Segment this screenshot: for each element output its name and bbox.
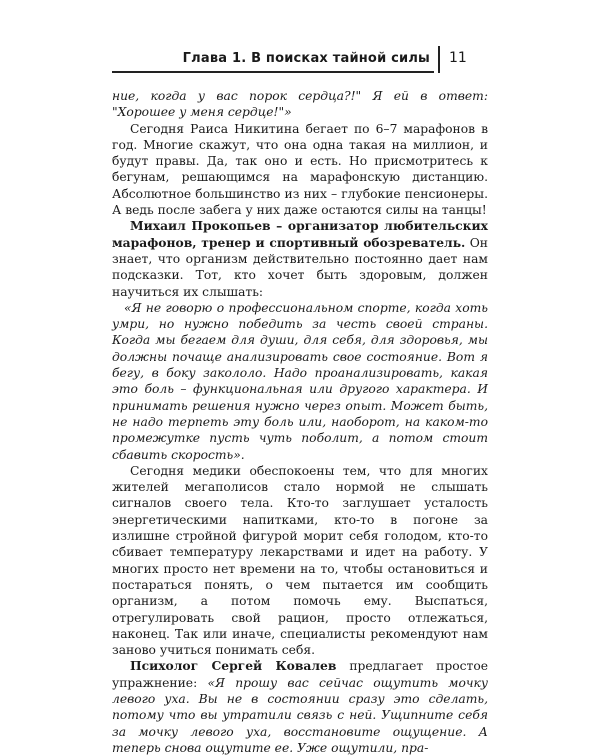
paragraph-prokopiev xyxy=(112,218,488,299)
header-rule xyxy=(112,71,434,73)
paragraph-continuation: ние, когда у вас порок сердца?!" Я ей в ответ: "Хорошее у меня сердце!"» xyxy=(112,89,488,120)
kovalev-text: предлагает простое упражнение: xyxy=(112,659,488,690)
chapter-title: Глава 1. В поисках тайной силы xyxy=(182,51,430,66)
kovalev-name: Психолог Сергей Ковалев xyxy=(130,658,337,674)
page-body xyxy=(112,88,488,756)
running-header xyxy=(112,46,492,72)
quote-prokopiev: «Я не говорю о профессиональном спорте, когда хоть умри, но нужно победить за честь своей страны. Когда мы бегаем для души, для себя, для здоровья, мы должны почаще анализировать свое состояние. Вот я бегу, в боку закололо. Надо проанализировать, какая это боль – функциональная или другого характера. И принимать решения нужно через опыт. Может быть, не надо терпеть эту боль или, наоборот, на каком-то промежутке пусть чуть поболит, а потом стоит сбавить скорость». xyxy=(112,300,488,462)
paragraph-raisa: Сегодня Раиса Никитина бегает по 6–7 марафонов в год. Многие скажут, что она одна такая на миллион, и будут правы. Да, так оно и есть. Но присмотритесь к бегунам, решающимся на марафонскую дистанцию. Абсолютное большинство из них – глубокие пенсионеры. А ведь после забега у них даже остаются силы на танцы! xyxy=(112,121,488,218)
prokopiev-name: Михаил Прокопьев – организатор любительских марафонов, тренер и спортивный обозреватель. xyxy=(112,218,488,250)
prokopiev-text: Он знает, что организм действительно постоянно дает нам подсказки. Тот, кто хочет быть здоровым, должен научиться их слышать: xyxy=(112,235,488,299)
header-separator xyxy=(438,46,440,73)
kovalev-quote: «Я прошу вас сейчас ощутить мочку левого уха. Вы не в состоянии сразу это сделать, потому что вы утратили связь с ней. Ущипните себя за мочку левого уха, восстановите ощущение. А теперь снова ощутите ее. Уже ощутили, пра- xyxy=(112,675,488,755)
paragraph-kovalev xyxy=(112,658,488,756)
paragraph-medics: Сегодня медики обеспокоены тем, что для многих жителей мегаполисов стало нормой не слышать сигналов своего тела. Кто-то заглушает усталость энергетическими напитками, кто-то в погоне за излишне стройной фигурой морит себя голодом, кто-то сбивает температуру лекарствами и идет на работу. У многих просто нет времени на то, чтобы остановиться и постараться понять, о чем пытается им сообщить организм, а потом помочь ему. Выспаться, отрегулировать свой рацион, просто отлежаться, наконец. Так или иначе, специалисты рекомендуют нам заново учиться понимать себя. xyxy=(112,463,488,658)
page-number: 11 xyxy=(449,50,467,66)
